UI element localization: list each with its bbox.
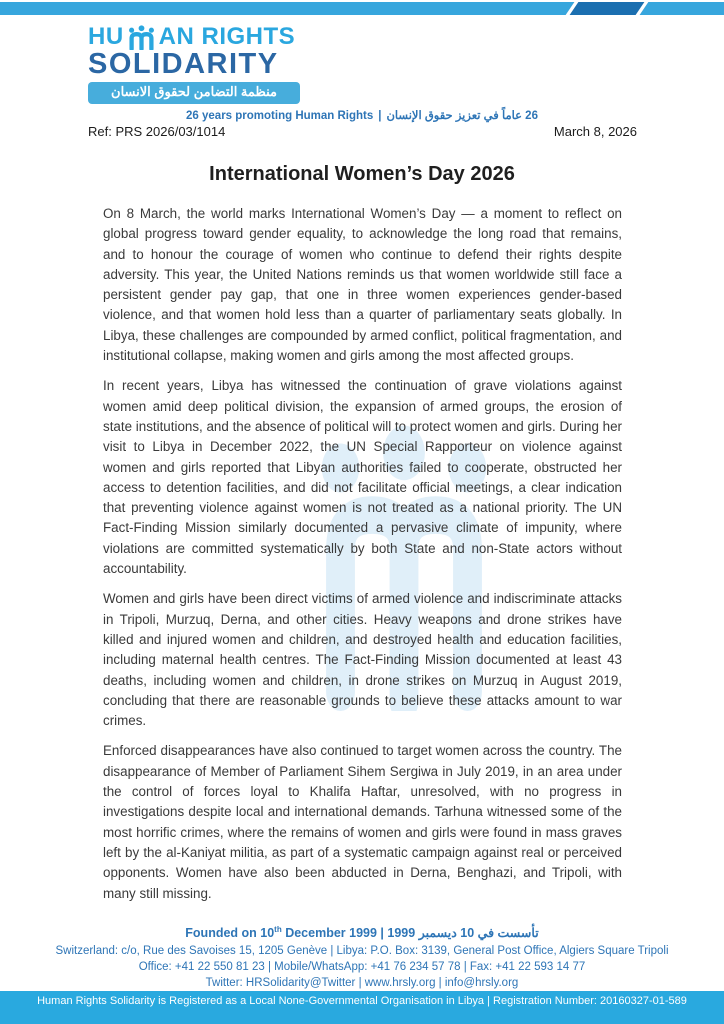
logo-arabic-banner: منظمة التضامن لحقوق الانسان: [88, 82, 300, 104]
paragraph-disappearances: Enforced disappearances have also continued to target women across the country. The disappearance of Member of Parliament Sihem Sergiwa in July 2019, in an area under the control of forces loyal to Khalifa Haftar, unresolved, with no progress in investigations despite local and international demands. Tarhuna witnessed some of the most horrific crimes, where the remains of women and girls were found in mass graves left by the al-Kaniyat militia, as part of a systematic campaign against real or perceived opponents. Women have also been abducted in Derna, Benghazi, and Tripoli, with many still missing.: [103, 743, 622, 901]
document-body: [103, 204, 622, 914]
founded-separator: |: [380, 926, 388, 940]
founded-line: [0, 925, 724, 940]
footer-phones: Office: +41 22 550 81 23 | Mobile/WhatsApp: +41 76 234 57 78 | Fax: +41 22 593 14 77: [138, 961, 586, 973]
footer: [0, 925, 724, 991]
founded-arabic: تأسست في 10 ديسمبر 1999: [387, 926, 539, 940]
logo-text-an-rights: AN RIGHTS: [158, 23, 296, 50]
logo-solidarity: SOLIDARITY: [88, 48, 279, 80]
founded-english-rest: December 1999: [281, 926, 381, 940]
logo-human-rights: [88, 24, 300, 50]
paragraph-violations: In recent years, Libya has witnessed the continuation of grave violations against women amid deep political division, the expansion of armed groups, the erosion of state institutions, and the absence of political will to protect women and girls. During her visit to Libya in December 2022, the UN Special Rapporteur on violence against women and girls reported that Libyan authorities failed to cooperate, obstructed her access to detention facilities, and did not facilitate official meetings, a clear indication that preventing violence against women is not treated as a national priority. The UN Fact-Finding Mission similarly documented a pervasive climate of impunity, where violations are committed systematically by both State and non-State actors without accountability.: [103, 378, 622, 577]
reference-number: Ref: PRS 2026/03/1014: [88, 124, 226, 139]
founded-english: Founded on 10: [185, 926, 275, 940]
tagline-separator: |: [378, 110, 382, 122]
paragraph-intro: On 8 March, the world marks International Women’s Day — a moment to reflect on global progress toward gender equality, to acknowledge the long road that remains, and to honour the courage of women who continue to defend their rights despite adversity. This year, the United Nations reminds us that women worldwide still face a persistent gender pay gap, that one in three women experiences gender-based violence, and that women hold less than a quarter of parliamentary seats globally. In Libya, these challenges are compounded by armed conflict, political fragmentation, and institutional collapse, making women and girls among the most affected groups.: [103, 206, 622, 364]
tagline-english: 26 years promoting Human Rights: [186, 110, 374, 122]
reference-row: [88, 124, 637, 139]
document-date: March 8, 2026: [553, 124, 637, 139]
anniversary-tagline: [0, 108, 724, 122]
registration-bar: [0, 991, 724, 1024]
tagline-arabic: 26 عاماً في تعزيز حقوق الإنسان: [386, 110, 538, 122]
top-accent-bar: [0, 2, 724, 15]
logo-text-hu: HU: [88, 23, 124, 50]
top-accent-parallelogram: [566, 2, 649, 15]
paragraph-armed-violence: Women and girls have been direct victims of armed violence and indiscriminate attacks in Tripoli, Murzuq, Derna, and other cities. Heavy weapons and drone strikes have killed and injured women and children, and destroyed health and education facilities, including maternal health centres. The Fact-Finding Mission documented at least 43 deaths, including women and children, in drone strikes on Murzuq in August 2019, concluding that there are reasonable grounds to believe these attacks amount to war crimes.: [103, 591, 622, 729]
page-title: International Women’s Day 2026: [209, 163, 515, 185]
footer-contact: Twitter: HRSolidarity@Twitter | www.hrsly.org | info@hrsly.org: [205, 977, 519, 989]
registration-text: Human Rights Solidarity is Registered as a Local None-Governmental Organisation in Libya | Registration Number: 20160327-01-589: [37, 995, 687, 1007]
people-m-icon: [125, 25, 158, 50]
footer-address: Switzerland: c/o, Rue des Savoises 15, 1205 Genève | Libya: P.O. Box: 3139, General Post Office, Algiers Square Tripoli: [55, 945, 669, 957]
org-logo: [88, 24, 300, 104]
founded-ordinal: th: [274, 924, 282, 934]
